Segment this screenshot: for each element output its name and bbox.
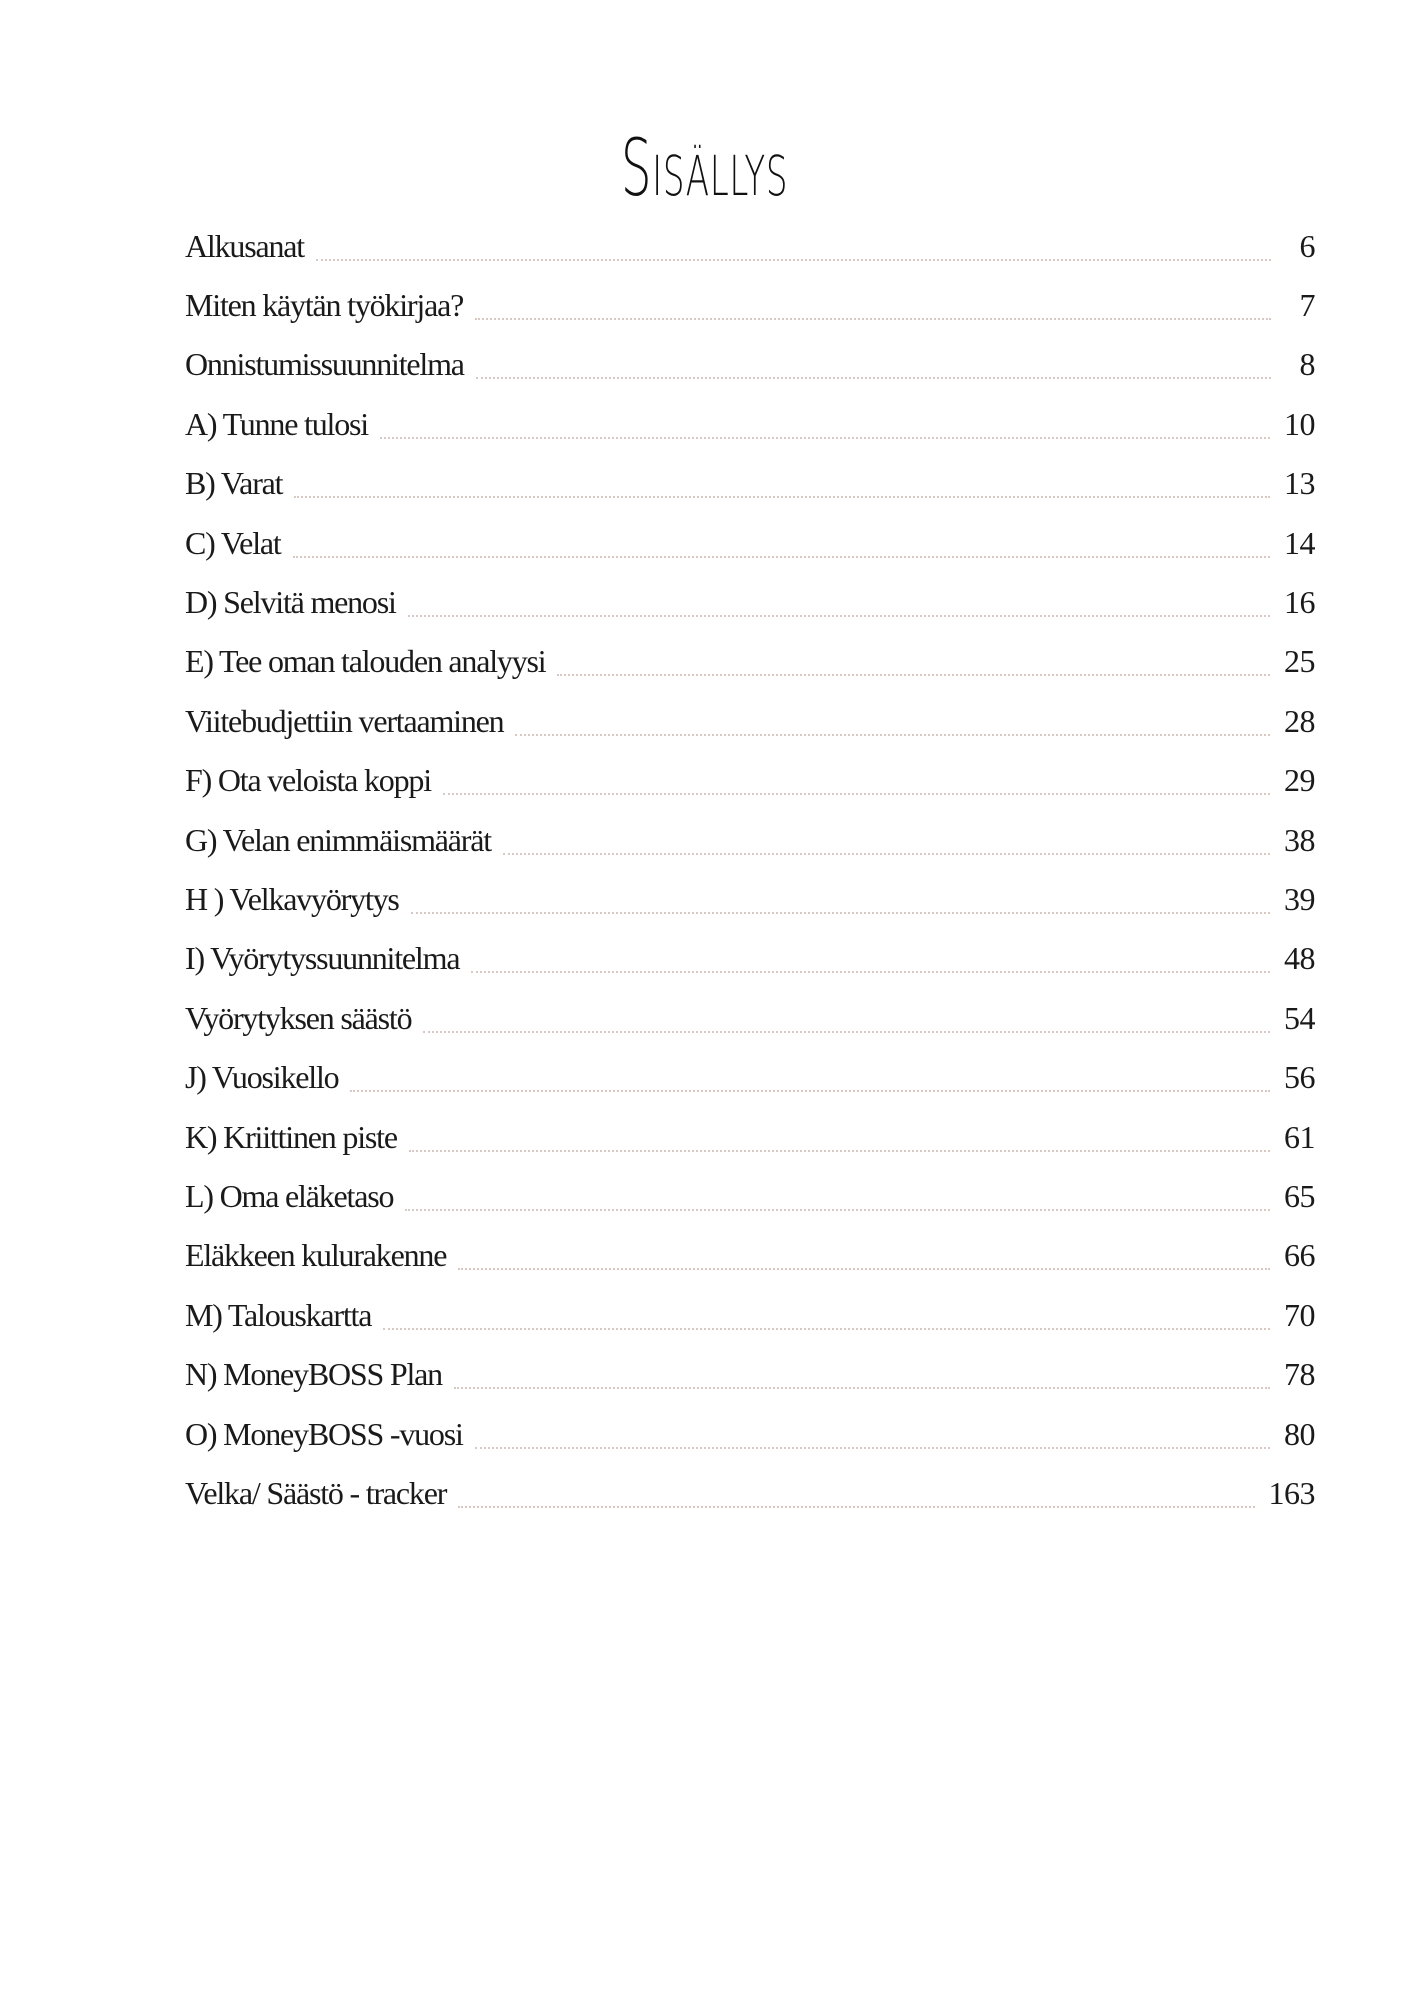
dotted-leader [475,318,1271,320]
toc-entry-page-number: 7 [1299,287,1315,324]
dotted-leader [454,1387,1270,1389]
dotted-leader [476,377,1271,379]
dotted-leader [458,1268,1270,1270]
toc-entry[interactable] [185,1404,1315,1463]
dotted-leader [405,1209,1270,1211]
dotted-leader [294,496,1270,498]
toc-entry-page-number: 66 [1284,1237,1315,1274]
toc-entry-title: Miten käytän työkirjaa? [185,287,464,324]
toc-entry-page-number: 29 [1284,762,1315,799]
toc-entry-page-number: 65 [1284,1177,1315,1214]
dotted-leader [503,853,1270,855]
dotted-leader [380,437,1270,439]
toc-entry-title: O) MoneyBOSS -vuosi [185,1415,463,1452]
toc-entry-title: I) Vyörytyssuunnitelma [185,940,460,977]
toc-entry-title: H ) Velkavyörytys [185,880,399,917]
toc-entry-title: F) Ota veloista koppi [185,762,431,799]
toc-entry[interactable] [185,929,1315,988]
dotted-leader [411,912,1270,914]
table-of-contents [185,216,1315,1523]
toc-entry-page-number: 80 [1284,1415,1315,1452]
toc-entry[interactable] [185,691,1315,750]
toc-entry-page-number: 10 [1284,405,1315,442]
toc-entry[interactable] [185,751,1315,810]
toc-entry-title: A) Tunne tulosi [185,405,368,442]
toc-entry[interactable] [185,335,1315,394]
toc-entry[interactable] [185,1285,1315,1344]
toc-entry[interactable] [185,216,1315,275]
toc-entry[interactable] [185,632,1315,691]
dotted-leader [383,1328,1270,1330]
toc-entry-page-number: 16 [1284,584,1315,621]
toc-entry-page-number: 78 [1284,1356,1315,1393]
toc-entry-page-number: 14 [1284,524,1315,561]
toc-entry-title: K) Kriittinen piste [185,1118,397,1155]
toc-entry[interactable] [185,869,1315,928]
dotted-leader [471,971,1270,973]
toc-entry-title: N) MoneyBOSS Plan [185,1356,442,1393]
dotted-leader [293,556,1270,558]
toc-entry[interactable] [185,275,1315,334]
toc-entry-page-number: 163 [1268,1474,1315,1511]
dotted-leader [458,1506,1254,1508]
toc-entry-title: J) Vuosikello [185,1059,339,1096]
toc-entry-title: E) Tee oman talouden analyysi [185,643,546,680]
toc-entry-page-number: 56 [1284,1059,1315,1096]
toc-entry-page-number: 38 [1284,821,1315,858]
toc-entry[interactable] [185,988,1315,1047]
toc-entry-title: Viitebudjettiin vertaaminen [185,702,504,739]
toc-entry[interactable] [185,1344,1315,1403]
dotted-leader [316,259,1271,261]
toc-entry-page-number: 13 [1284,465,1315,502]
toc-entry[interactable] [185,1107,1315,1166]
toc-entry-page-number: 54 [1284,999,1315,1036]
dotted-leader [557,674,1270,676]
toc-entry-title: Vyörytyksen säästö [185,999,412,1036]
toc-entry-title: Eläkkeen kulurakenne [185,1237,447,1274]
toc-entry-page-number: 61 [1284,1118,1315,1155]
dotted-leader [515,734,1270,736]
toc-entry-title: D) Selvitä menosi [185,584,396,621]
toc-entry-title: Velka/ Säästö - tracker [185,1474,447,1511]
toc-entry-page-number: 70 [1284,1296,1315,1333]
toc-entry-page-number: 25 [1284,643,1315,680]
toc-entry[interactable] [185,572,1315,631]
toc-entry[interactable] [185,513,1315,572]
toc-entry-page-number: 6 [1299,227,1315,264]
toc-entry[interactable] [185,1047,1315,1106]
toc-entry[interactable] [185,394,1315,453]
toc-entry-page-number: 48 [1284,940,1315,977]
page-title: Sisällys [620,124,789,215]
dotted-leader [408,615,1270,617]
toc-entry-page-number: 39 [1284,880,1315,917]
toc-entry-page-number: 8 [1299,346,1315,383]
toc-entry-title: G) Velan enimmäismäärät [185,821,491,858]
dotted-leader [443,793,1270,795]
dotted-leader [350,1090,1270,1092]
toc-entry[interactable] [185,1463,1315,1522]
toc-entry-title: Alkusanat [185,227,304,264]
toc-entry[interactable] [185,454,1315,513]
toc-entry-title: C) Velat [185,524,281,561]
toc-entry-title: M) Talouskartta [185,1296,372,1333]
toc-entry-title: L) Oma eläketaso [185,1177,394,1214]
toc-entry[interactable] [185,810,1315,869]
toc-entry-title: B) Varat [185,465,283,502]
dotted-leader [475,1447,1270,1449]
toc-entry-title: Onnistumissuunnitelma [185,346,464,383]
dotted-leader [409,1150,1270,1152]
toc-entry[interactable] [185,1166,1315,1225]
toc-entry[interactable] [185,1226,1315,1285]
dotted-leader [423,1031,1270,1033]
toc-entry-page-number: 28 [1284,702,1315,739]
